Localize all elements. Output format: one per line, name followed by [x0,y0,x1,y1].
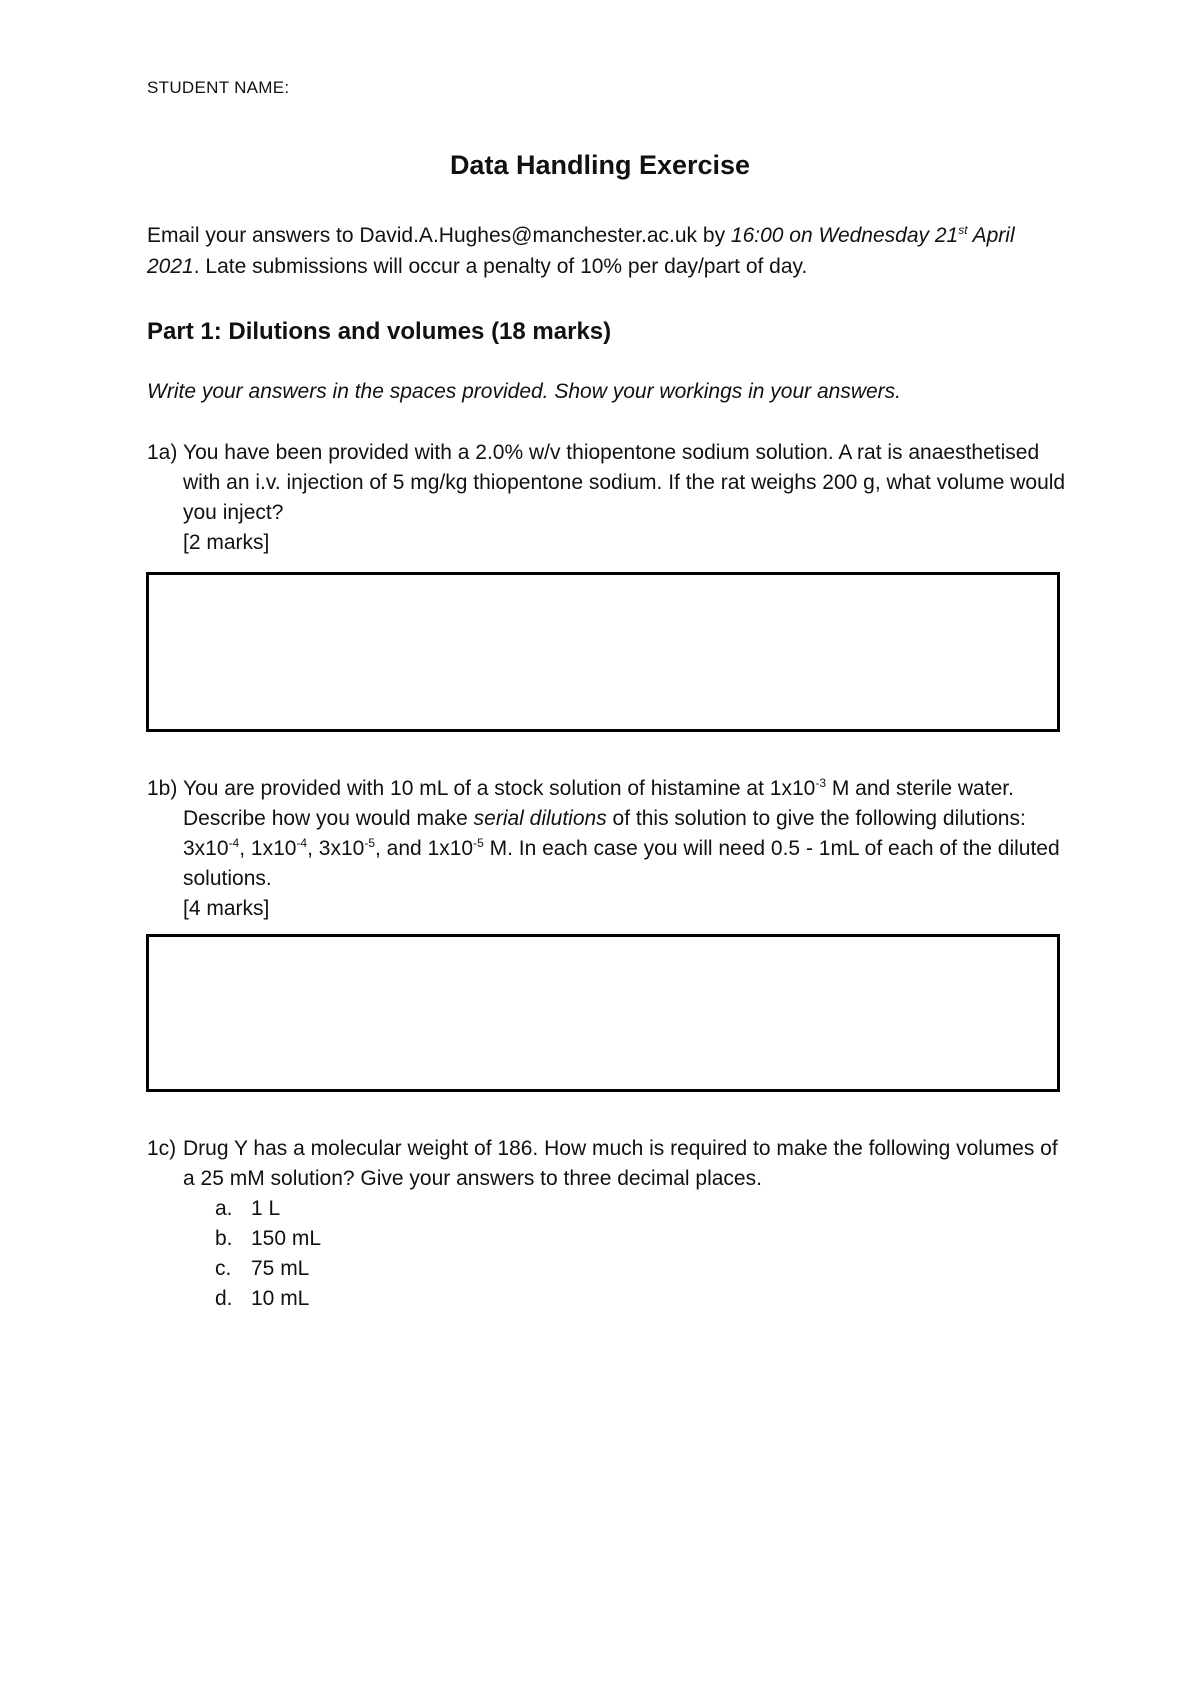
option-label: a. [215,1197,233,1220]
option-label: c. [215,1257,232,1280]
deadline-date: 16:00 on Wednesday 21 [730,224,959,247]
answer-box-1a[interactable] [146,572,1060,732]
question-number: 1b) [147,777,178,800]
question-number: 1a) [147,441,178,464]
text-run: You are provided with 10 mL of a stock solution of histamine at 1x10 [183,777,816,800]
list-item [215,1194,1072,1224]
exponent: -4 [296,836,308,850]
intro-paragraph [147,220,1067,282]
option-list [215,1194,1072,1314]
text-run: , and 1x10 [375,837,474,860]
list-item [215,1284,1072,1314]
answer-box-1b[interactable] [146,934,1060,1092]
option-value: 150 mL [251,1227,322,1250]
question-text: Drug Y has a molecular weight of 186. How much is required to make the following volumes of a 25 mM solution? Give your answers to three decimal places. [183,1137,1058,1190]
list-item [215,1254,1072,1284]
question-marks: [4 marks] [183,897,270,920]
question-text: You have been provided with a 2.0% w/v thiopentone sodium solution. A rat is anaesthetised with an i.v. injection of 5 mg/kg thiopentone sodium. If the rat weighs 200 g, what volume would you inject? [183,441,1066,524]
question-1c [147,1134,1072,1314]
question-1a [147,438,1072,558]
text-run: , 1x10 [239,837,297,860]
student-name-label: STUDENT NAME: [147,78,290,97]
option-label: b. [215,1227,233,1250]
exponent: -3 [815,776,826,790]
intro-suffix: . Late submissions will occur a penalty of 10% per day/part of day. [193,255,808,278]
part-1-instruction: Write your answers in the spaces provided. Show your workings in your answers. [147,380,901,403]
question-1b [147,774,1072,924]
question-text [183,774,1072,924]
intro-prefix: Email your answers to David.A.Hughes@manchester.ac.uk by [147,224,731,247]
page-title: Data Handling Exercise [449,150,751,180]
question-number: 1c) [147,1137,177,1160]
emphasis-text: serial dilutions [473,807,607,830]
option-value: 1 L [251,1197,281,1220]
deadline-ordinal: st [958,223,968,237]
exponent: -5 [364,836,375,850]
option-value: 10 mL [251,1287,310,1310]
text-run: M. In each case you will need 0.5 - 1mL of each of the diluted solutions. [183,837,1060,890]
text-run: , 3x10 [307,837,365,860]
list-item [215,1224,1072,1254]
exponent: -4 [228,836,240,850]
question-marks: [2 marks] [183,531,270,554]
text-run: M and sterile water. Describe how you would make [183,777,1014,830]
option-value: 75 mL [251,1257,310,1280]
text-run: of this solution to give the following dilutions: 3x10 [183,807,1026,860]
exponent: -5 [473,836,484,850]
part-1-heading: Part 1: Dilutions and volumes (18 marks) [147,318,612,345]
option-label: d. [215,1287,233,1310]
deadline-month-year: April 2021 [147,224,1015,278]
